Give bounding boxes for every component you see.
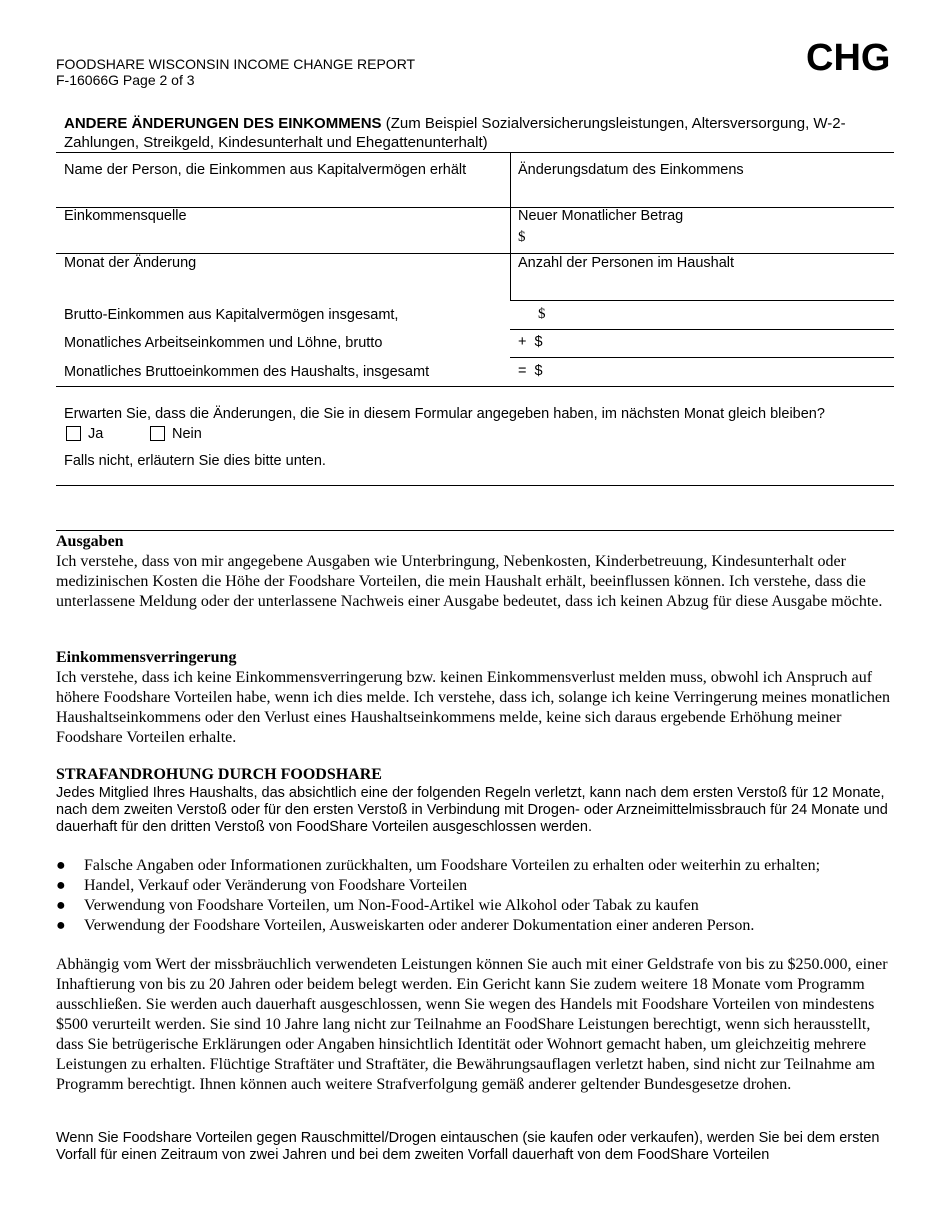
- expenses-body: Ich verstehe, dass von mir angegebene Ausgaben wie Unterbringung, Nebenkosten, Kinderbetreuung, Kindesunterhalt oder medizinischen Kosten die Höhe der Foodshare Vorteilen, die mein Haushalt erhält, beeinflussen können. Ich verstehe, dass die unterlassene Meldung oder der unterlassene Nachweis einer Ausgabe bedeutet, dass ich keinen Abzug für diese Ausgabe möchte.: [56, 553, 883, 610]
- expenses-title: Ausgaben: [56, 533, 124, 550]
- monthly-total-label: Monatliches Bruttoeinkommen des Haushalts, insgesamt: [64, 364, 430, 380]
- grid-line: [510, 329, 894, 330]
- no-checkbox[interactable]: [150, 426, 165, 441]
- same-next-month-question: Erwarten Sie, dass die Änderungen, die Sie in diesem Formular angegeben haben, im nächsten Monat gleich bleiben?: [64, 406, 825, 422]
- bullet-text: Handel, Verkauf oder Veränderung von Foodshare Vorteilen: [84, 877, 468, 894]
- list-item: [56, 876, 896, 896]
- person-name-field[interactable]: [512, 170, 892, 204]
- bullet-text: Verwendung von Foodshare Vorteilen, um Non-Food-Artikel wie Alkohol oder Tabak zu kaufen: [84, 897, 699, 914]
- change-date-label: Änderungsdatum des Einkommens: [518, 162, 744, 178]
- income-source-label: Einkommensquelle: [64, 208, 187, 224]
- grid-line: [510, 357, 894, 358]
- bullet-text: Verwendung der Foodshare Vorteilen, Ausweiskarten oder anderer Dokumentation einer anderen Person.: [84, 917, 755, 934]
- grid-line: [56, 386, 894, 387]
- section-heading-bold: ANDERE ÄNDERUNGEN DES EINKOMMENS: [64, 115, 382, 132]
- form-title: FOODSHARE WISCONSIN INCOME CHANGE REPORT: [56, 56, 416, 72]
- explain-instruction: Falls nicht, erläutern Sie dies bitte unten.: [64, 453, 326, 469]
- person-name-label: Name der Person, die Einkommen aus Kapitalvermögen erhält: [64, 162, 467, 178]
- bullet-symbol: ●: [56, 897, 66, 914]
- monthly-total-dollar: = $: [518, 363, 543, 379]
- yes-label: Ja: [88, 426, 104, 442]
- no-label: Nein: [172, 426, 202, 442]
- grid-divider: [510, 152, 511, 300]
- grid-line: [510, 300, 894, 301]
- bullet-symbol: ●: [56, 917, 66, 934]
- gross-capital-dollar: $: [538, 306, 546, 322]
- form-page-info: F-16066G Page 2 of 3: [56, 72, 195, 88]
- household-count-label: Anzahl der Personen im Haushalt: [518, 255, 735, 271]
- penalty-intro: Jedes Mitglied Ihres Haushalts, das absichtlich eine der folgenden Regeln verletzt, kann nach dem ersten Verstoß für 12 Monate, nach dem zweiten Verstoß oder für den ersten Verstoß in Verbindung mit Drogen- oder Arzneimittelmissbrauch für 24 Monate und dauerhaft für den dritten Verstoß von FoodShare Vorteilen ausgeschlossen werden.: [56, 785, 888, 835]
- monthly-wages-label: Monatliches Arbeitseinkommen und Löhne, brutto: [64, 335, 383, 351]
- grid-line: [56, 152, 894, 153]
- bullet-symbol: ●: [56, 857, 66, 874]
- yes-checkbox[interactable]: [66, 426, 81, 441]
- bullet-symbol: ●: [56, 877, 66, 894]
- penalty-paragraph: Abhängig vom Wert der missbräuchlich verwendeten Leistungen können Sie auch mit einer Geldstrafe von bis zu $250.000, einer Inhaftierung von bis zu 20 Jahren oder beidem belegt werden. Ein Gericht kann Sie zudem weitere 18 Monate vom Programm ausschließen. Sie werden auch dauerhaft ausgeschlossen, wenn Sie wegen des Handels mit Foodshare Vorteilen von mindestens $500 verurteilt werden. Sie sind 10 Jahre lang nicht zur Teilnahme an FoodShare Leistungen berechtigt, wenn sich herausstellt, dass Sie betrügerische Erklärungen oder Angaben hinsichtlich Identität oder Wohnort gemacht haben, um gleichzeitig mehrere Leistungen zu erhalten. Flüchtige Straftäter und Straftäter, die Bewährungsauflagen verletzt haben, sind nicht zur Teilnahme am Programm berechtigt. Ihnen können auch weitere Strafverfolgung gemäß anderer geltender Bundesgesetze drohen.: [56, 956, 888, 1093]
- explanation-field[interactable]: [56, 487, 894, 529]
- drugs-paragraph: Wenn Sie Foodshare Vorteilen gegen Rauschmittel/Drogen eintauschen (sie kaufen oder verkaufen), werden Sie bei dem ersten Vorfall für einen Zeitraum von zwei Jahren und bei dem zweiten Vorfall dauerhaft von dem FoodShare Vorteilen: [56, 1130, 880, 1163]
- month-of-change-label: Monat der Änderung: [64, 255, 197, 271]
- explanation-line: [56, 530, 894, 531]
- penalty-bullets: [56, 856, 896, 936]
- expenses-section: [56, 532, 896, 612]
- penalty-title: STRAFANDROHUNG DURCH FOODSHARE: [56, 766, 382, 783]
- form-code: CHG: [806, 37, 891, 79]
- section-heading: [64, 114, 884, 152]
- list-item: [56, 916, 896, 936]
- explanation-line: [56, 485, 894, 486]
- list-item: [56, 856, 896, 876]
- bullet-text: Falsche Angaben oder Informationen zurückhalten, um Foodshare Vorteilen zu erhalten oder weiterhin zu erhalten;: [84, 857, 821, 874]
- income-reduction-title: Einkommensverringerung: [56, 649, 237, 666]
- gross-capital-income-label: Brutto-Einkommen aus Kapitalvermögen insgesamt,: [64, 307, 399, 323]
- section-heading-rest: (Zum Beispiel Sozialversicherungsleistungen, Altersversorgung, W-2-Zahlungen, Streikgeld, Kindesunterhalt und Ehegattenunterhalt): [64, 115, 846, 151]
- new-monthly-amount-label: Neuer Monatlicher Betrag: [518, 208, 684, 224]
- list-item: [56, 896, 896, 916]
- income-reduction-body: Ich verstehe, dass ich keine Einkommensverringerung bzw. keinen Einkommensverlust melden muss, obwohl ich Anspruch auf höhere Foodshare Vorteilen habe, wenn ich dies melde. Ich verstehe, dass ich, solange ich keine Verringerung meines monatlichen Haushaltseinkommens oder den Verlust eines Haushaltseinkommens melde, keine sich daraus ergebende Erhöhung meiner Foodshare Vorteilen erhalte.: [56, 669, 890, 746]
- monthly-wages-dollar: + $: [518, 334, 543, 350]
- new-monthly-dollar: $: [518, 229, 526, 245]
- income-reduction-section: [56, 648, 896, 748]
- penalty-section: [56, 765, 896, 836]
